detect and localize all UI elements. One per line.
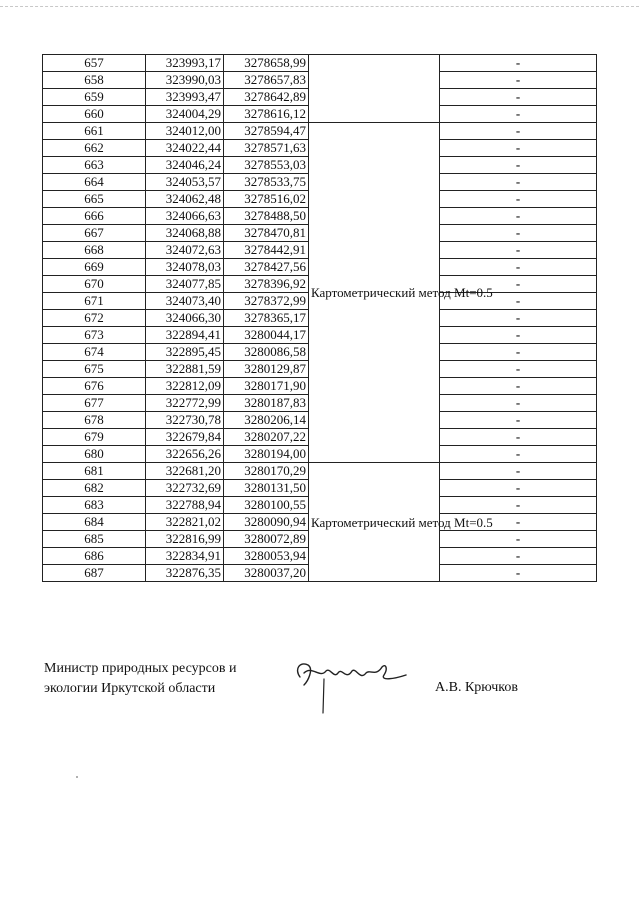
point-number-cell: 661 <box>43 123 146 140</box>
y-coordinate-cell: 3280100,55 <box>224 497 309 514</box>
note-cell: - <box>440 259 597 276</box>
y-coordinate-cell: 3280129,87 <box>224 361 309 378</box>
point-number-cell: 658 <box>43 72 146 89</box>
x-coordinate-cell: 322821,02 <box>146 514 224 531</box>
note-cell: - <box>440 293 597 310</box>
y-coordinate-cell: 3278658,99 <box>224 55 309 72</box>
method-cell: Картометрический метод Mt=0.5 <box>309 123 440 463</box>
note-cell: - <box>440 497 597 514</box>
point-number-cell: 682 <box>43 480 146 497</box>
method-cell: Картометрический метод Mt=0.5 <box>309 463 440 582</box>
x-coordinate-cell: 324068,88 <box>146 225 224 242</box>
y-coordinate-cell: 3278616,12 <box>224 106 309 123</box>
y-coordinate-cell: 3280037,20 <box>224 565 309 582</box>
point-number-cell: 674 <box>43 344 146 361</box>
y-coordinate-cell: 3278470,81 <box>224 225 309 242</box>
note-cell: - <box>440 361 597 378</box>
note-cell: - <box>440 72 597 89</box>
table-row <box>43 55 597 72</box>
note-cell: - <box>440 191 597 208</box>
x-coordinate-cell: 324004,29 <box>146 106 224 123</box>
point-number-cell: 657 <box>43 55 146 72</box>
note-cell: - <box>440 89 597 106</box>
note-cell: - <box>440 480 597 497</box>
page-top-edge <box>0 6 639 7</box>
y-coordinate-cell: 3278594,47 <box>224 123 309 140</box>
point-number-cell: 671 <box>43 293 146 310</box>
point-number-cell: 672 <box>43 310 146 327</box>
x-coordinate-cell: 323993,47 <box>146 89 224 106</box>
y-coordinate-cell: 3280187,83 <box>224 395 309 412</box>
note-cell: - <box>440 344 597 361</box>
y-coordinate-cell: 3280171,90 <box>224 378 309 395</box>
y-coordinate-cell: 3278553,03 <box>224 157 309 174</box>
note-cell: - <box>440 446 597 463</box>
point-number-cell: 684 <box>43 514 146 531</box>
point-number-cell: 686 <box>43 548 146 565</box>
note-cell: - <box>440 412 597 429</box>
note-cell: - <box>440 531 597 548</box>
x-coordinate-cell: 322681,20 <box>146 463 224 480</box>
point-number-cell: 676 <box>43 378 146 395</box>
coordinates-table <box>42 54 597 582</box>
table-row <box>43 463 597 480</box>
x-coordinate-cell: 324046,24 <box>146 157 224 174</box>
y-coordinate-cell: 3280131,50 <box>224 480 309 497</box>
point-number-cell: 659 <box>43 89 146 106</box>
point-number-cell: 678 <box>43 412 146 429</box>
y-coordinate-cell: 3280053,94 <box>224 548 309 565</box>
y-coordinate-cell: 3280194,00 <box>224 446 309 463</box>
y-coordinate-cell: 3278516,02 <box>224 191 309 208</box>
x-coordinate-cell: 322730,78 <box>146 412 224 429</box>
x-coordinate-cell: 323993,17 <box>146 55 224 72</box>
point-number-cell: 666 <box>43 208 146 225</box>
point-number-cell: 673 <box>43 327 146 344</box>
x-coordinate-cell: 322679,84 <box>146 429 224 446</box>
x-coordinate-cell: 322788,94 <box>146 497 224 514</box>
note-cell: - <box>440 463 597 480</box>
point-number-cell: 683 <box>43 497 146 514</box>
x-coordinate-cell: 322834,91 <box>146 548 224 565</box>
x-coordinate-cell: 322894,41 <box>146 327 224 344</box>
point-number-cell: 681 <box>43 463 146 480</box>
point-number-cell: 664 <box>43 174 146 191</box>
y-coordinate-cell: 3278442,91 <box>224 242 309 259</box>
x-coordinate-cell: 324073,40 <box>146 293 224 310</box>
y-coordinate-cell: 3278642,89 <box>224 89 309 106</box>
y-coordinate-cell: 3278488,50 <box>224 208 309 225</box>
point-number-cell: 665 <box>43 191 146 208</box>
position-line-2: экологии Иркутской области <box>44 681 216 696</box>
x-coordinate-cell: 324078,03 <box>146 259 224 276</box>
point-number-cell: 685 <box>43 531 146 548</box>
point-number-cell: 677 <box>43 395 146 412</box>
x-coordinate-cell: 324066,63 <box>146 208 224 225</box>
note-cell: - <box>440 276 597 293</box>
note-cell: - <box>440 123 597 140</box>
point-number-cell: 670 <box>43 276 146 293</box>
point-number-cell: 667 <box>43 225 146 242</box>
point-number-cell: 687 <box>43 565 146 582</box>
scan-speck <box>76 776 78 778</box>
y-coordinate-cell: 3278571,63 <box>224 140 309 157</box>
note-cell: - <box>440 242 597 259</box>
note-cell: - <box>440 395 597 412</box>
x-coordinate-cell: 324022,44 <box>146 140 224 157</box>
table-row <box>43 123 597 140</box>
x-coordinate-cell: 322816,99 <box>146 531 224 548</box>
point-number-cell: 679 <box>43 429 146 446</box>
note-cell: - <box>440 429 597 446</box>
x-coordinate-cell: 323990,03 <box>146 72 224 89</box>
note-cell: - <box>440 378 597 395</box>
point-number-cell: 662 <box>43 140 146 157</box>
point-number-cell: 669 <box>43 259 146 276</box>
point-number-cell: 675 <box>43 361 146 378</box>
y-coordinate-cell: 3278372,99 <box>224 293 309 310</box>
note-cell: - <box>440 310 597 327</box>
point-number-cell: 668 <box>43 242 146 259</box>
y-coordinate-cell: 3278657,83 <box>224 72 309 89</box>
x-coordinate-cell: 324066,30 <box>146 310 224 327</box>
x-coordinate-cell: 324012,00 <box>146 123 224 140</box>
y-coordinate-cell: 3278427,56 <box>224 259 309 276</box>
handwritten-signature <box>290 655 410 715</box>
x-coordinate-cell: 324072,63 <box>146 242 224 259</box>
x-coordinate-cell: 322881,59 <box>146 361 224 378</box>
x-coordinate-cell: 324053,57 <box>146 174 224 191</box>
x-coordinate-cell: 324062,48 <box>146 191 224 208</box>
x-coordinate-cell: 322895,45 <box>146 344 224 361</box>
coordinates-table-body <box>43 55 597 582</box>
x-coordinate-cell: 322732,69 <box>146 480 224 497</box>
y-coordinate-cell: 3280086,58 <box>224 344 309 361</box>
note-cell: - <box>440 565 597 582</box>
x-coordinate-cell: 322812,09 <box>146 378 224 395</box>
note-cell: - <box>440 157 597 174</box>
x-coordinate-cell: 322876,35 <box>146 565 224 582</box>
note-cell: - <box>440 174 597 191</box>
signer-name: А.В. Крючков <box>435 680 518 695</box>
note-cell: - <box>440 106 597 123</box>
note-cell: - <box>440 327 597 344</box>
point-number-cell: 660 <box>43 106 146 123</box>
y-coordinate-cell: 3280207,22 <box>224 429 309 446</box>
x-coordinate-cell: 322772,99 <box>146 395 224 412</box>
signatory-position <box>44 659 294 699</box>
y-coordinate-cell: 3278396,92 <box>224 276 309 293</box>
y-coordinate-cell: 3280206,14 <box>224 412 309 429</box>
note-cell: - <box>440 140 597 157</box>
note-cell: - <box>440 208 597 225</box>
point-number-cell: 663 <box>43 157 146 174</box>
method-cell <box>309 55 440 123</box>
y-coordinate-cell: 3278365,17 <box>224 310 309 327</box>
position-line-1: Министр природных ресурсов и <box>44 661 237 676</box>
y-coordinate-cell: 3280072,89 <box>224 531 309 548</box>
note-cell: - <box>440 55 597 72</box>
point-number-cell: 680 <box>43 446 146 463</box>
note-cell: - <box>440 225 597 242</box>
y-coordinate-cell: 3280044,17 <box>224 327 309 344</box>
x-coordinate-cell: 322656,26 <box>146 446 224 463</box>
y-coordinate-cell: 3280170,29 <box>224 463 309 480</box>
note-cell: - <box>440 548 597 565</box>
y-coordinate-cell: 3278533,75 <box>224 174 309 191</box>
note-cell: - <box>440 514 597 531</box>
x-coordinate-cell: 324077,85 <box>146 276 224 293</box>
y-coordinate-cell: 3280090,94 <box>224 514 309 531</box>
